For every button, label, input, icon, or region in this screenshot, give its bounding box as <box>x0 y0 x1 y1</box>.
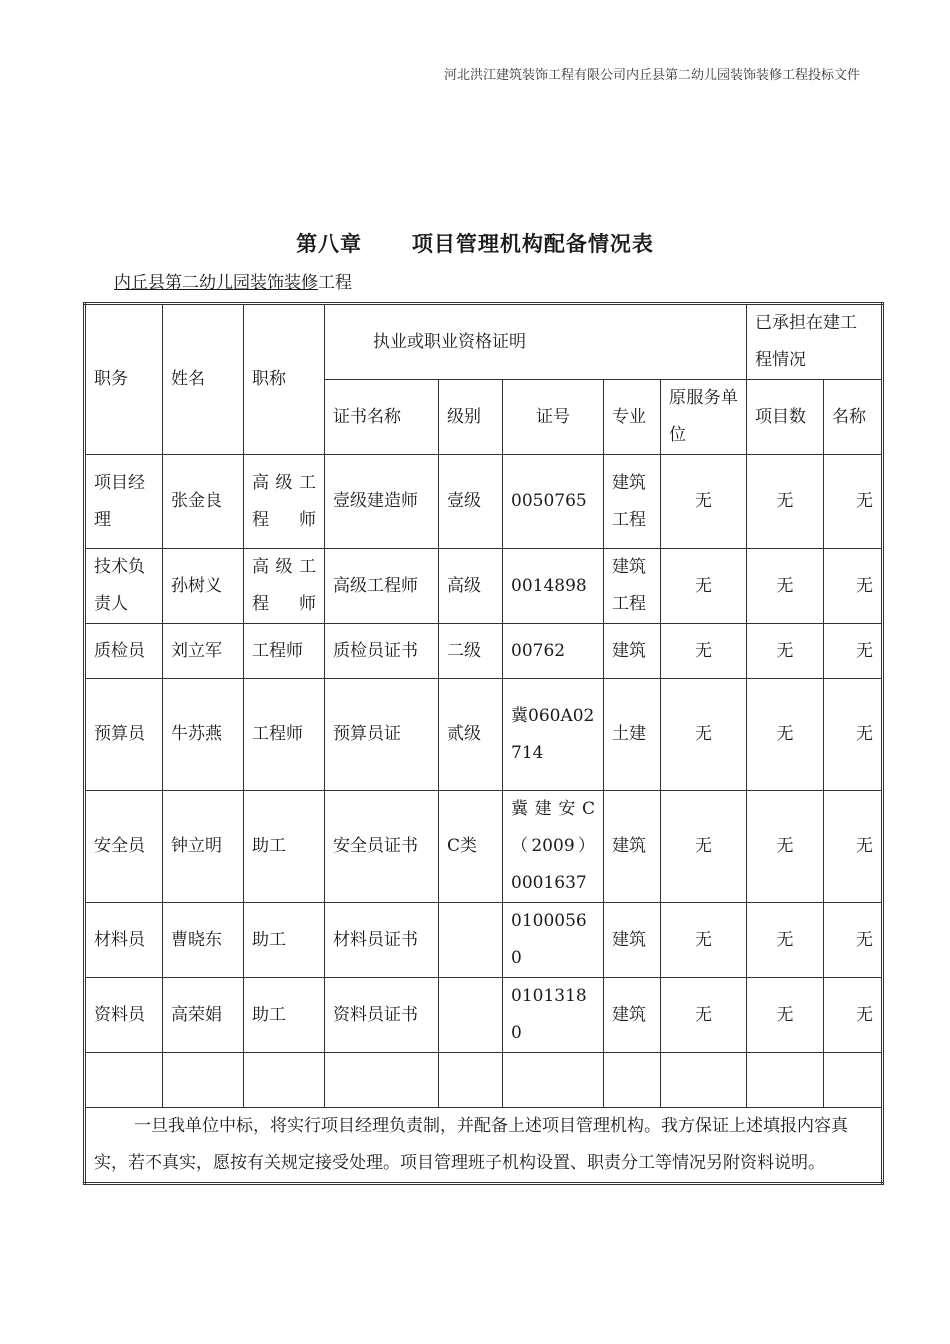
cell-specialty: 建筑工程 <box>604 455 661 549</box>
cell-position: 质检员 <box>85 624 163 679</box>
empty-cell <box>325 1053 439 1108</box>
cell-project-count: 无 <box>747 791 824 903</box>
cell-project-count: 无 <box>747 679 824 791</box>
cell-title: 工程师 <box>244 679 325 791</box>
table-row <box>85 624 883 679</box>
empty-cell <box>604 1053 661 1108</box>
empty-cell <box>244 1053 325 1108</box>
header-level: 级别 <box>439 380 503 455</box>
cell-cert-no: 0050765 <box>503 455 604 549</box>
header-specialty: 专业 <box>604 380 661 455</box>
cell-position: 材料员 <box>85 903 163 978</box>
empty-cell <box>503 1053 604 1108</box>
cell-position: 预算员 <box>85 679 163 791</box>
project-name <box>114 268 352 293</box>
cell-project-count: 无 <box>747 903 824 978</box>
cell-project-name: 无 <box>824 903 883 978</box>
cell-specialty: 建筑 <box>604 978 661 1053</box>
cell-title: 助工 <box>244 903 325 978</box>
cell-cert-name: 预算员证 <box>325 679 439 791</box>
header-cert-group: 执业或职业资格证明 <box>325 304 747 380</box>
cell-title: 高级工程师 <box>244 549 325 624</box>
cell-project-name: 无 <box>824 549 883 624</box>
staffing-table <box>83 302 884 1185</box>
commitment-statement: 一旦我单位中标，将实行项目经理负责制，并配备上述项目管理机构。我方保证上述填报内容真实，若不真实，愿按有关规定接受处理。项目管理班子机构设置、职责分工等情况另附资料说明。 <box>85 1108 883 1184</box>
cell-project-name: 无 <box>824 455 883 549</box>
cell-specialty: 建筑工程 <box>604 549 661 624</box>
cell-title: 高级工程师 <box>244 455 325 549</box>
cell-level <box>439 978 503 1053</box>
cell-project-count: 无 <box>747 624 824 679</box>
cell-project-count: 无 <box>747 549 824 624</box>
empty-cell <box>824 1053 883 1108</box>
header-orig-unit: 原服务单位 <box>661 380 747 455</box>
cell-cert-no: 0014898 <box>503 549 604 624</box>
cell-orig-unit: 无 <box>661 679 747 791</box>
cell-orig-unit: 无 <box>661 455 747 549</box>
cell-project-count: 无 <box>747 455 824 549</box>
cell-specialty: 建筑 <box>604 624 661 679</box>
cell-title: 助工 <box>244 791 325 903</box>
document-header-note: 河北洪江建筑装饰工程有限公司内丘县第二幼儿园装饰装修工程投标文件 <box>443 68 860 83</box>
header-position: 职务 <box>85 304 163 455</box>
cell-project-name: 无 <box>824 978 883 1053</box>
cell-title: 助工 <box>244 978 325 1053</box>
header-cert-no: 证号 <box>503 380 604 455</box>
cell-name: 张金良 <box>163 455 244 549</box>
empty-cell <box>661 1053 747 1108</box>
cell-name: 牛苏燕 <box>163 679 244 791</box>
header-projects-group: 已承担在建工程情况 <box>747 304 883 380</box>
table-note-row <box>85 1108 883 1184</box>
cell-project-name: 无 <box>824 624 883 679</box>
cell-orig-unit: 无 <box>661 978 747 1053</box>
cell-position: 安全员 <box>85 791 163 903</box>
cell-name: 钟立明 <box>163 791 244 903</box>
header-title: 职称 <box>244 304 325 455</box>
cell-specialty: 建筑 <box>604 903 661 978</box>
cell-position: 项目经理 <box>85 455 163 549</box>
cell-name: 刘立军 <box>163 624 244 679</box>
cell-cert-no: 00762 <box>503 624 604 679</box>
cell-cert-no: 冀建安C（2009）0001637 <box>503 791 604 903</box>
empty-cell <box>439 1053 503 1108</box>
table-row <box>85 549 883 624</box>
empty-cell <box>163 1053 244 1108</box>
cell-specialty: 建筑 <box>604 791 661 903</box>
table-empty-row <box>85 1053 883 1108</box>
empty-cell <box>85 1053 163 1108</box>
cell-orig-unit: 无 <box>661 791 747 903</box>
cell-name: 孙树义 <box>163 549 244 624</box>
table-row <box>85 978 883 1053</box>
cell-cert-name: 资料员证书 <box>325 978 439 1053</box>
cell-level: 贰级 <box>439 679 503 791</box>
cell-orig-unit: 无 <box>661 903 747 978</box>
cell-level: 高级 <box>439 549 503 624</box>
empty-cell <box>747 1053 824 1108</box>
cell-cert-no: 01000560 <box>503 903 604 978</box>
table-row <box>85 679 883 791</box>
cell-project-name: 无 <box>824 679 883 791</box>
table-row <box>85 903 883 978</box>
header-cert-name: 证书名称 <box>325 380 439 455</box>
cell-name: 高荣娟 <box>163 978 244 1053</box>
cell-cert-no: 01013180 <box>503 978 604 1053</box>
cell-cert-name: 壹级建造师 <box>325 455 439 549</box>
page-title: 第八章 项目管理机构配备情况表 <box>296 232 654 256</box>
cell-project-count: 无 <box>747 978 824 1053</box>
project-name-suffix: 工程 <box>318 273 352 293</box>
cell-level: 壹级 <box>439 455 503 549</box>
cell-cert-no: 冀060A02714 <box>503 679 604 791</box>
cell-project-name: 无 <box>824 791 883 903</box>
cell-orig-unit: 无 <box>661 624 747 679</box>
cell-orig-unit: 无 <box>661 549 747 624</box>
project-name-underlined: 内丘县第二幼儿园装饰装修 <box>114 273 318 293</box>
cell-specialty: 土建 <box>604 679 661 791</box>
cell-name: 曹晓东 <box>163 903 244 978</box>
cell-level: 二级 <box>439 624 503 679</box>
header-name: 姓名 <box>163 304 244 455</box>
cell-level: C类 <box>439 791 503 903</box>
cell-cert-name: 质检员证书 <box>325 624 439 679</box>
cell-title: 工程师 <box>244 624 325 679</box>
table-row <box>85 791 883 903</box>
cell-position: 技术负责人 <box>85 549 163 624</box>
table-header-row <box>85 304 883 380</box>
table-row <box>85 455 883 549</box>
cell-position: 资料员 <box>85 978 163 1053</box>
cell-level <box>439 903 503 978</box>
cell-cert-name: 材料员证书 <box>325 903 439 978</box>
cell-cert-name: 高级工程师 <box>325 549 439 624</box>
header-project-count: 项目数 <box>747 380 824 455</box>
header-project-name: 名称 <box>824 380 883 455</box>
cell-cert-name: 安全员证书 <box>325 791 439 903</box>
